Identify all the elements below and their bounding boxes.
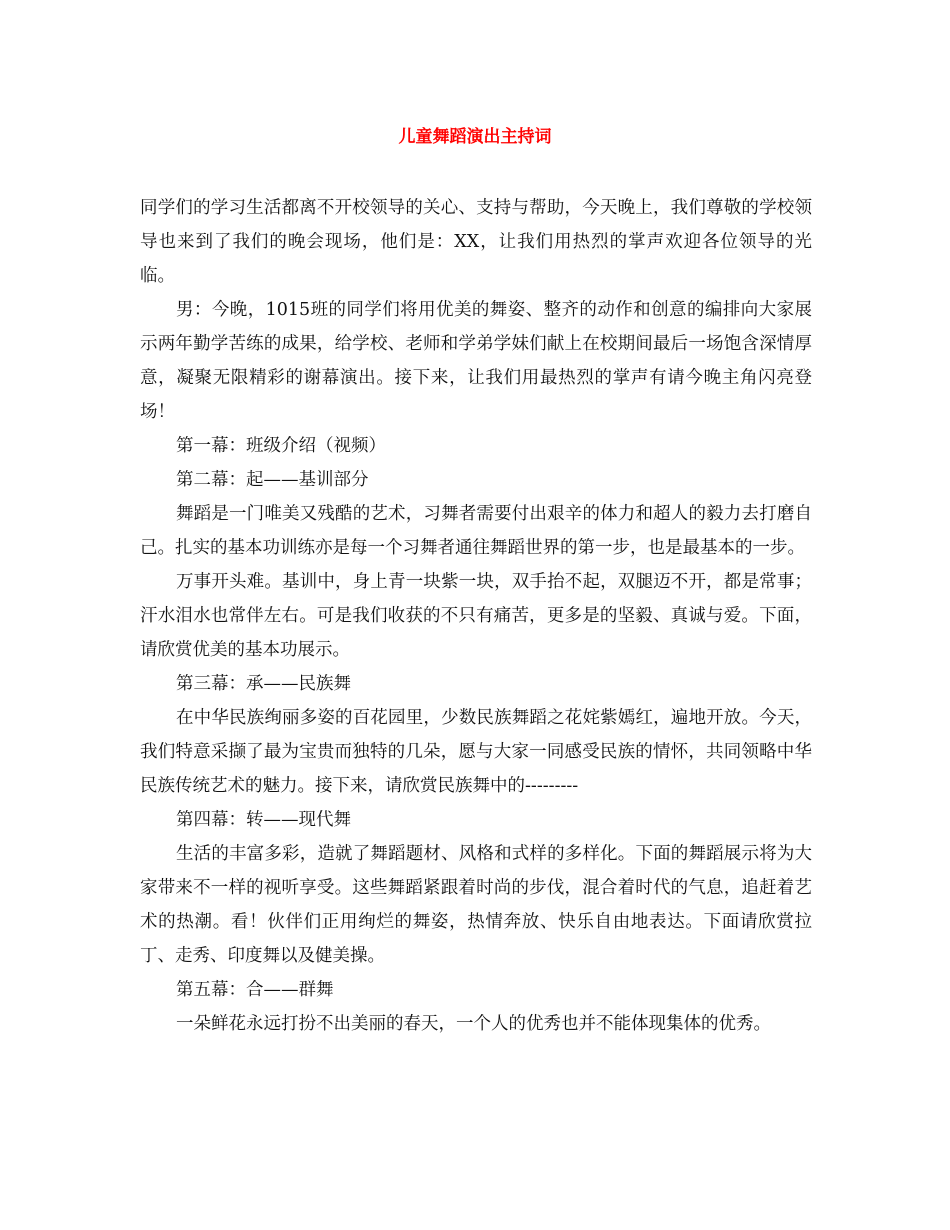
paragraph-folk-dance: 在中华民族绚丽多姿的百花园里，少数民族舞蹈之花姹紫嫣红，遍地开放。今天，我们特意采撷了最为宝贵而独特的几朵，愿与大家一同感受民族的情怀，共同领略中华民族传统艺术的魅力。接下来，请欣赏民族舞中的--------- — [140, 708, 812, 796]
document-title: 儿童舞蹈演出主持词 — [398, 127, 552, 147]
act-heading-3: 第三幕：承——民族舞 — [176, 674, 351, 694]
document-body — [140, 191, 812, 1041]
paragraph-training-hardship: 万事开头难。基训中，身上青一块紫一块，双手抬不起，双腿迈不开，都是常事；汗水泪水也常伴左右。可是我们收获的不只有痛苦，更多是的坚毅、真诚与爱。下面，请欣赏优美的基本功展示。 — [140, 572, 812, 660]
paragraph-basic-training: 舞蹈是一门唯美又残酷的艺术，习舞者需要付出艰辛的体力和超人的毅力去打磨自己。扎实的基本功训练亦是每一个习舞者通往舞蹈世界的第一步，也是最基本的一步。 — [140, 504, 812, 558]
paragraph-modern-dance: 生活的丰富多彩，造就了舞蹈题材、风格和式样的多样化。下面的舞蹈展示将为大家带来不一样的视听享受。这些舞蹈紧跟着时尚的步伐，混合着时代的气息，追赶着艺术的热潮。看！伙伴们正用绚烂的舞姿，热情奔放、快乐自由地表达。下面请欣赏拉丁、走秀、印度舞以及健美操。 — [140, 844, 812, 966]
act-heading-2: 第二幕：起——基训部分 — [176, 470, 369, 490]
paragraph-group-dance: 一朵鲜花永远打扮不出美丽的春天，一个人的优秀也并不能体现集体的优秀。 — [176, 1014, 771, 1034]
paragraph-host-intro: 男：今晚，1015班的同学们将用优美的舞姿、整齐的动作和创意的编排向大家展示两年勤学苦练的成果，给学校、老师和学弟学妹们献上在校期间最后一场饱含深情厚意，凝聚无限精彩的谢幕演出。接下来，让我们用最热烈的掌声有请今晚主角闪亮登场！ — [140, 300, 812, 422]
act-heading-4: 第四幕：转——现代舞 — [176, 810, 351, 830]
paragraph-opening: 同学们的学习生活都离不开校领导的关心、支持与帮助，今天晚上，我们尊敬的学校领导也来到了我们的晚会现场，他们是：XX，让我们用热烈的掌声欢迎各位领导的光临。 — [140, 198, 812, 286]
act-heading-1: 第一幕：班级介绍（视频） — [176, 436, 386, 456]
act-heading-5: 第五幕：合——群舞 — [176, 980, 334, 1000]
